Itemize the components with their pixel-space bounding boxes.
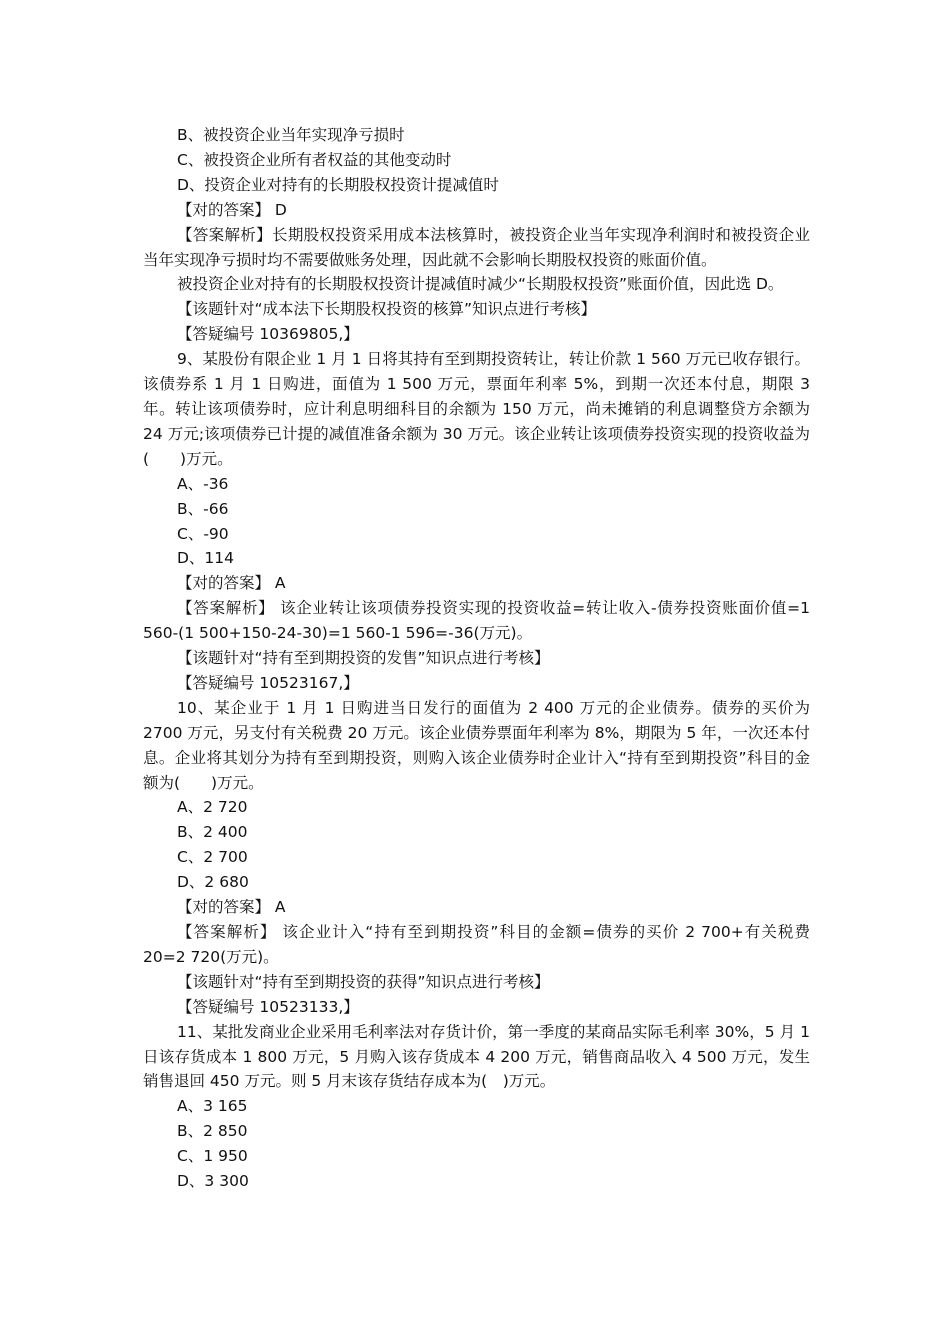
option-c: C、2 700: [177, 848, 248, 867]
knowledge-point: 【该题针对“成本法下长期股权投资的核算”知识点进行考核】: [177, 300, 597, 319]
question-11: 11、某批发商业企业采用毛利率法对存货计价，第一季度的某商品实际毛利率 30%，5 月 1 日该存货成本 1 800 万元，5 月购入该存货成本 4 200 万元，销售商品收入 4 500 万元，发生销售退回 450 万元。则 5 月末该存货结存成本为( )万元。: [143, 1022, 810, 1091]
correct-answer: 【对的答案】 D: [177, 200, 287, 219]
option-c: C、被投资企业所有者权益的其他变动时: [177, 150, 452, 169]
knowledge-point: 【该题针对“持有至到期投资的获得”知识点进行考核】: [177, 972, 550, 991]
question-9: 9、某股份有限企业 1 月 1 日将其持有至到期投资转让，转让价款 1 560 万元已收存银行。该债券系 1 月 1 日购进，面值为 1 500 万元，票面年利率 5%，到期一次还本付息，期限 3 年。转让该项债券时，应计利息明细科目的余额为 150 万元，尚未摊销的利息调整贷方余额为 24 万元;该项债券已计提的减值准备余额为 30 万元。该企业转让该项债券投资实现的投资收益为( )万元。: [143, 350, 810, 468]
option-d: D、114: [177, 549, 235, 568]
option-a: A、-36: [177, 474, 229, 493]
option-b: B、2 850: [177, 1122, 248, 1141]
option-b: B、-66: [177, 499, 229, 518]
knowledge-point: 【该题针对“持有至到期投资的发售”知识点进行考核】: [177, 649, 550, 668]
option-a: A、3 165: [177, 1097, 248, 1116]
correct-answer: 【对的答案】 A: [177, 898, 286, 917]
question-10: 10、某企业于 1 月 1 日购进当日发行的面值为 2 400 万元的企业债券。债券的买价为 2700 万元，另支付有关税费 20 万元。该企业债券票面年利率为 8%，期限为 5 年，一次还本付息。企业将其划分为持有至到期投资，则购入该企业债券时企业计入“持有至到期投资”科目的金额为( )万元。: [143, 698, 810, 792]
option-d: D、3 300: [177, 1172, 249, 1191]
option-b: B、被投资企业当年实现净亏损时: [177, 126, 405, 144]
question-id: 【答疑编号 10369805,】: [177, 325, 359, 344]
correct-answer: 【对的答案】 A: [177, 574, 286, 593]
option-a: A、2 720: [177, 798, 248, 817]
option-c: C、-90: [177, 524, 229, 543]
answer-explanation: 【答案解析】 该企业计入“持有至到期投资”科目的金额=债券的买价 2 700+有关税费 20=2 720(万元)。: [143, 923, 810, 966]
answer-explanation: 【答案解析】 该企业转让该项债券投资实现的投资收益=转让收入-债券投资账面价值=1 560-(1 500+150-24-30)=1 560-1 596=-36(万元)。: [143, 599, 810, 643]
option-d: D、投资企业对持有的长期股权投资计提减值时: [177, 175, 499, 194]
answer-explanation: 【答案解析】长期股权投资采用成本法核算时，被投资企业当年实现净利润时和被投资企业当年实现净亏损时均不需要做账务处理，因此就不会影响长期股权投资的账面价值。: [143, 225, 810, 269]
question-id: 【答疑编号 10523167,】: [177, 673, 359, 692]
option-c: C、1 950: [177, 1147, 248, 1166]
question-id: 【答疑编号 10523133,】: [177, 997, 359, 1016]
option-b: B、2 400: [177, 823, 248, 842]
answer-explanation-continued: 被投资企业对持有的长期股权投资计提减值时减少“长期股权投资”账面价值，因此选 D。: [177, 275, 784, 294]
option-d: D、2 680: [177, 873, 249, 892]
